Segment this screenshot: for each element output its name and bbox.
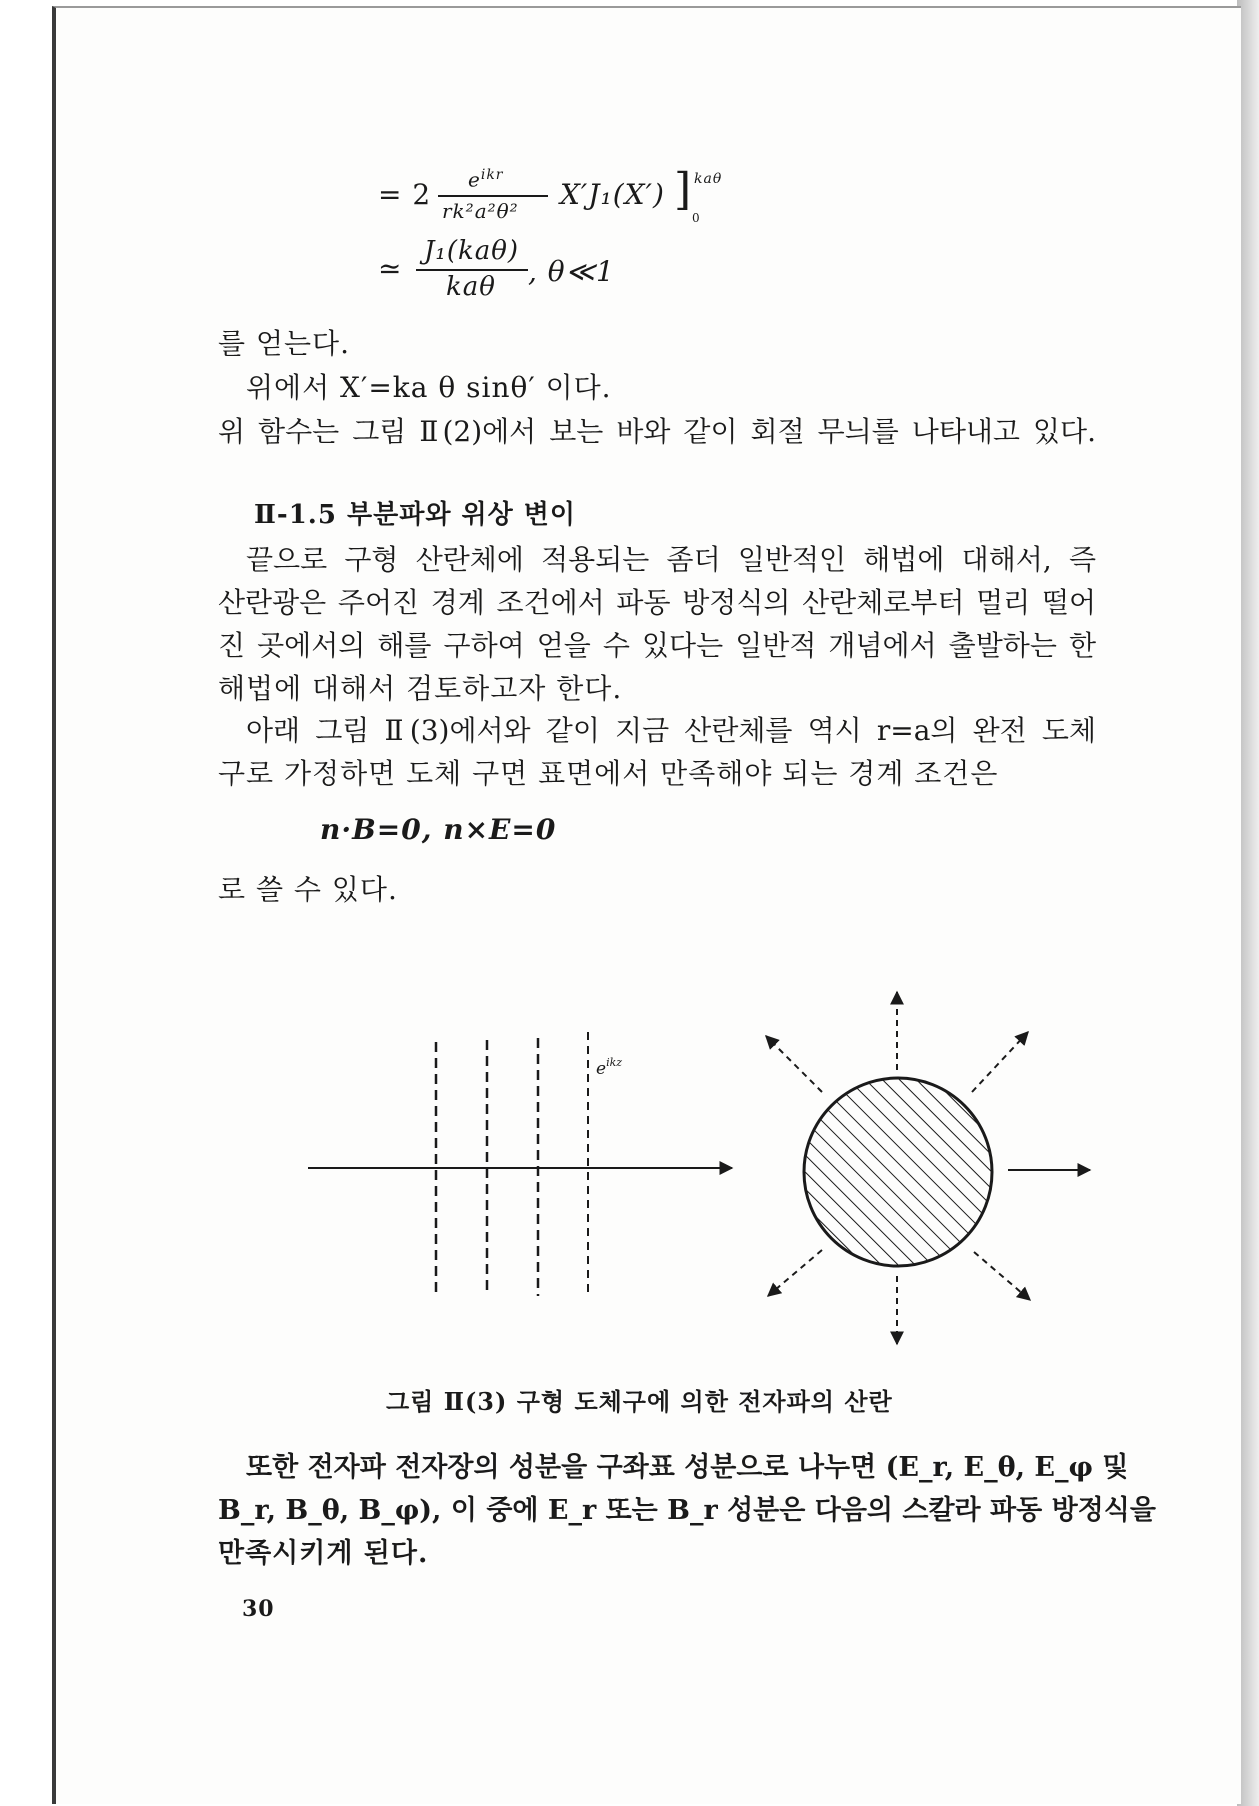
eq2-denominator: kaθ [446,272,496,302]
paragraph-where: 위에서 X′=ka θ sinθ′ 이다. [246,371,612,404]
scatter-arrow-up-left [766,1036,822,1092]
paragraph-components-line-2: B_r, B_θ, B_φ), 이 중에 E_r 또는 B_r 성분은 다음의 스칼라 파동 방정식을 [218,1495,1156,1526]
paragraph-method-line-3: 진 곳에서의 해를 구하여 얻을 수 있다는 일반적 개념에서 출발하는 한 [218,629,1096,662]
eq1-fraction-bar [438,195,548,197]
paragraph-method-line-4: 해법에 대해서 검토하고자 한다. [218,672,623,705]
paragraph-diffraction: 위 함수는 그림 Ⅱ(2)에서 보는 바와 같이 회절 무늬를 나타내고 있다. [218,415,1096,448]
paragraph-components-line-1: 또한 전자파 전자장의 성분을 구좌표 성분으로 나누면 (E_r, E_θ, E_φ 및 [246,1452,1129,1483]
figure-caption: 그림 Ⅱ(3) 구형 도체구에 의한 전자파의 산란 [386,1387,893,1416]
page-number: 30 [242,1596,275,1622]
paragraph-result: 를 얻는다. [218,327,350,360]
eq2-prefix: ≃ [378,252,403,285]
eq1-prefix: = 2 [378,178,432,211]
paragraph-figure-line-2: 구로 가정하면 도체 구면 표면에서 만족해야 되는 경계 조건은 [218,757,999,790]
paragraph-method-line-2: 산란광은 주어진 경계 조건에서 파동 방정식의 산란체로부터 멀리 떨어 [218,586,1096,619]
figure-scattering-diagram [290,980,1110,1350]
eq1-evaluation-bracket: ] [674,164,693,215]
eq1-numerator: $e^{ikr}$ [468,167,504,192]
section-title: Ⅱ-1.5 부분파와 위상 변이 [254,500,577,530]
paragraph-figure-line-1: 아래 그림 Ⅱ(3)에서와 같이 지금 산란체를 역시 r=a의 완전 도체 [246,714,1096,747]
scatter-arrow-down-left [768,1250,822,1296]
paragraph-components-line-3: 만족시키게 된다. [218,1538,429,1569]
hatched-conducting-sphere [804,1078,992,1266]
paragraph-can-write: 로 쓸 수 있다. [218,873,398,906]
boundary-condition-equation: n·B=0, n×E=0 [320,813,557,846]
eq1-upper-limit: kaθ [694,171,723,187]
paragraph-method-line-1: 끝으로 구형 산란체에 적용되는 좀더 일반적인 해법에 대해서, 즉 [246,543,1096,576]
eq1-rest: X′J₁(X′) [560,178,665,211]
eq1-lower-limit: 0 [692,211,701,225]
plane-wave-label: $e^{ikz}$ [596,1056,623,1079]
eq2-numerator: J₁(kaθ) [424,236,520,266]
scatter-arrow-down-right [974,1252,1030,1300]
eq2-condition: , θ≪1 [528,255,615,288]
eq1-denominator: rk²a²θ² [442,199,519,223]
eq2-fraction-bar [416,269,528,271]
scatter-arrow-up-right [972,1032,1028,1092]
